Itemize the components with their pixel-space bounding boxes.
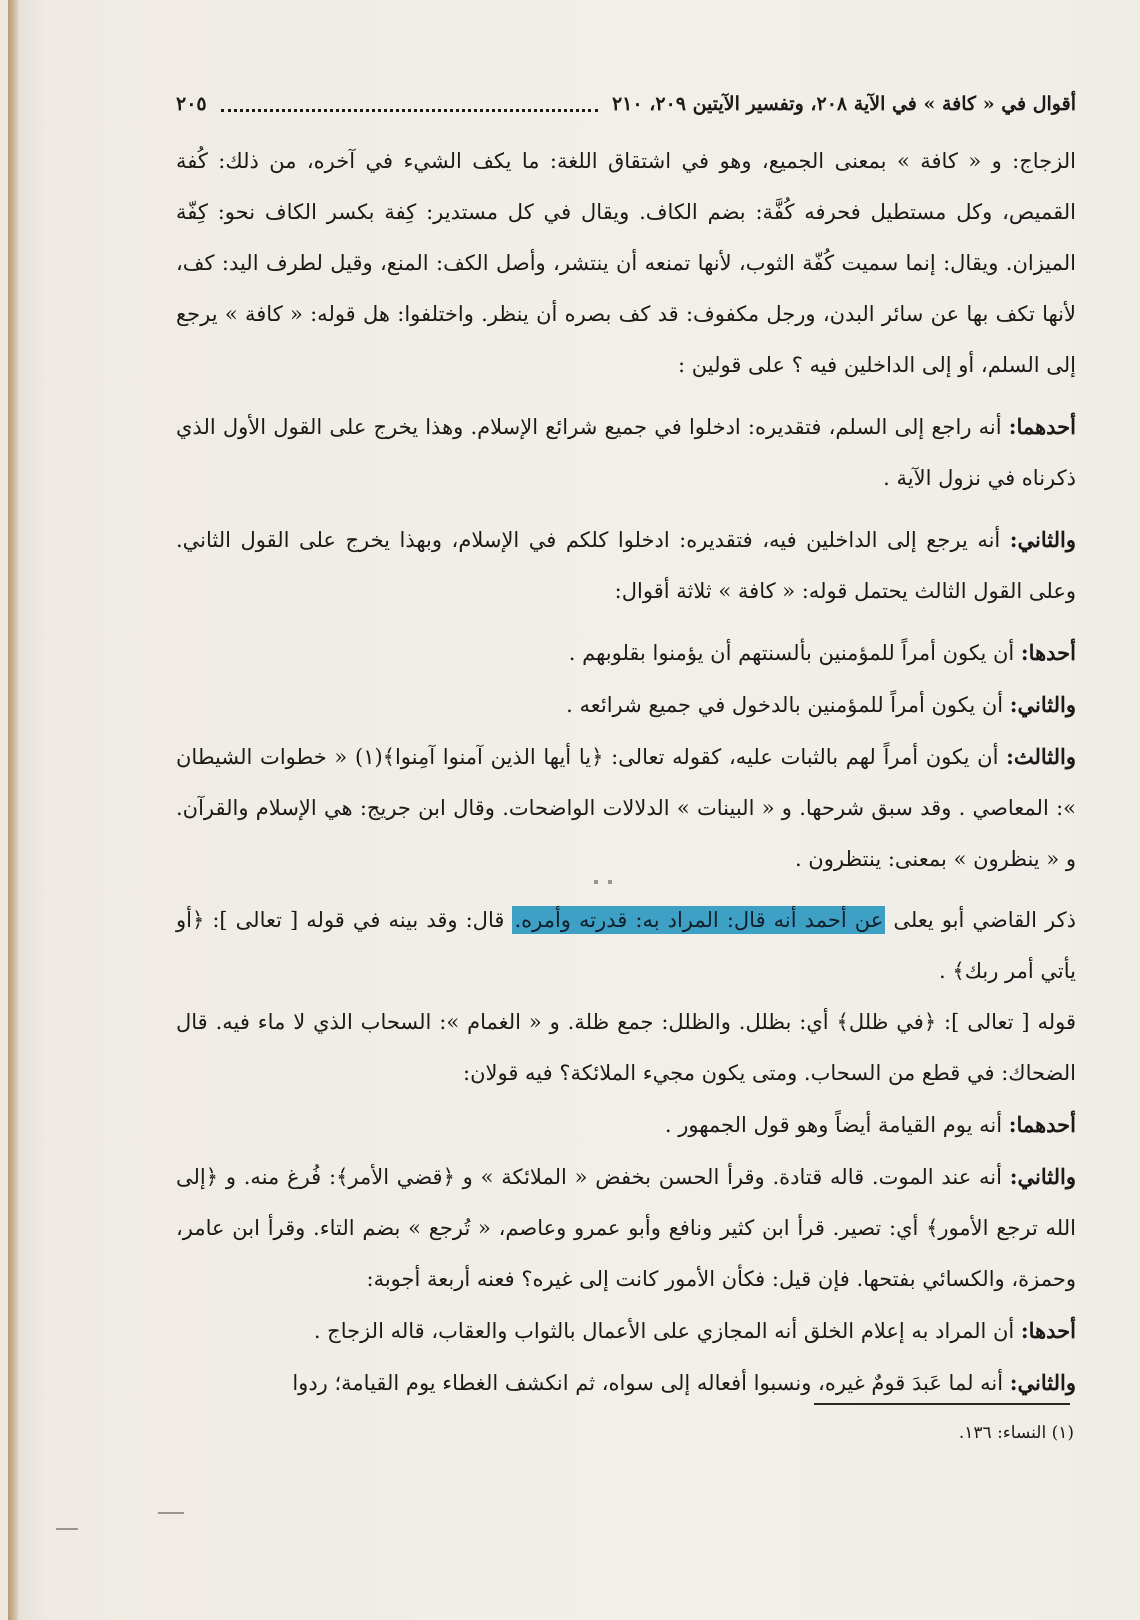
- paragraph-text: أنه راجع إلى السلم، فتقديره: ادخلوا في جميع شرائع الإسلام. وهذا يخرج على القول الأول الذي ذكرناه في نزول الآية .: [176, 415, 1076, 490]
- paragraph: [176, 997, 1076, 1099]
- paragraph-lead: أحدهما:: [1008, 1112, 1076, 1137]
- paragraph: [176, 514, 1076, 617]
- paragraph-lead: أحدها:: [1020, 1318, 1076, 1343]
- paragraph-text: أنه عند الموت. قاله قتادة. وقرأ الحسن بخفض « الملائكة » و ﴿قضي الأمر﴾: فُرغ منه. و ﴿إلى الله ترجع الأمور﴾ أي: تصير. قرأ ابن كثير ونافع وأبو عمرو وعاصم، « تُرجع » بضم التاء. وقرأ ابن عامر، وحمزة، والكسائي بفتحها. فإن قيل: فكأن الأمور كانت إلى غيره؟ فعنه أربعة أجوبة:: [176, 1165, 1076, 1291]
- paragraph-lead: والثالث:: [1006, 744, 1077, 769]
- paragraph: [176, 731, 1076, 885]
- paragraph-text: أنه يوم القيامة أيضاً وهو قول الجمهور .: [664, 1113, 1009, 1137]
- running-header: [176, 86, 1076, 122]
- paragraph: [176, 1151, 1076, 1305]
- paragraph-lead: أحدهما:: [1008, 414, 1076, 439]
- book-page: [8, 0, 1140, 1620]
- scan-speck: [608, 880, 612, 884]
- highlighted-selection[interactable]: عن أحمد أنه قال: المراد به: قدرته وأمره.: [514, 908, 884, 932]
- header-dot-leader: [221, 97, 598, 112]
- paragraph-text: أن يكون أمراً لهم بالثبات عليه، كقوله تعالى: ﴿يا أيها الذين آمنوا آمِنوا﴾(١) « خطوات الشيطان »: المعاصي . وقد سبق شرحها. و « البينات » الدلالات الواضحات. وقال ابن جريج: هي الإسلام والقرآن. و « ينظرون » بمعنى: ينتظرون .: [176, 745, 1076, 871]
- paragraph: [176, 627, 1076, 679]
- paragraph: [176, 1357, 1076, 1409]
- paragraph-text: قال: وقد بينه في قوله [ تعالى ]: ﴿أو يأتي أمر ربك﴾ .: [176, 908, 1076, 983]
- paragraph-lead: والثاني:: [1009, 1164, 1076, 1189]
- scan-speck: [56, 1528, 78, 1530]
- page-binding-edge: [8, 0, 18, 1620]
- paragraph: [176, 136, 1076, 391]
- paragraph: [176, 679, 1076, 731]
- paragraph: [176, 1099, 1076, 1151]
- page-content: [176, 86, 1076, 1409]
- paragraph: [176, 401, 1076, 504]
- paragraph-text: أنه يرجع إلى الداخلين فيه، فتقديره: ادخلوا كلكم في الإسلام، وبهذا يخرج على القول الثاني. وعلى القول الثالث يحتمل قوله: « كافة » ثلاثة أقوال:: [176, 528, 1076, 603]
- paragraph-lead: والثاني:: [1009, 527, 1076, 552]
- paragraph-text: قوله [ تعالى ]: ﴿في ظلل﴾ أي: بظلل. والظلل: جمع ظلة. و « الغمام »: السحاب الذي لا ماء فيه. قال الضحاك: في قطع من السحاب. ومتى يكون مجيء الملائكة؟ فيه قولان:: [176, 1010, 1076, 1085]
- paragraph-text: أن يكون أمراً للمؤمنين بالدخول في جميع شرائعه .: [566, 693, 1010, 717]
- header-title: أقوال في « كافة » في الآية ٢٠٨، وتفسير الآيتين ٢٠٩، ٢١٠: [611, 93, 1076, 115]
- paragraph-text: أنه لما عَبدَ قومٌ غيره، ونسبوا أفعاله إلى سواه، ثم انكشف الغطاء يوم القيامة؛ ردوا: [292, 1371, 1010, 1395]
- paragraph-text: الزجاج: و « كافة » بمعنى الجميع، وهو في اشتقاق اللغة: ما يكف الشيء في آخره، من ذلك: كُفة القميص، وكل مستطيل فحرفه كُفَّة: بضم الكاف. ويقال في كل مستدير: كِفة بكسر الكاف نحو: كِفّة الميزان. ويقال: إنما سميت كُفّة الثوب، لأنها تمنعه أن ينتشر، وأصل الكف: المنع، وقيل لطرف اليد: كف، لأنها تكف بها عن سائر البدن، ورجل مكفوف: قد كف بصره أن ينظر. واختلفوا: هل قوله: « كافة » يرجع إلى السلم، أو إلى الداخلين فيه ؟ على قولين :: [176, 149, 1076, 377]
- footnote-separator: [814, 1403, 1070, 1405]
- scan-speck: [158, 1512, 184, 1514]
- paragraph-lead: والثاني:: [1009, 692, 1076, 717]
- paragraph-lead: والثاني:: [1009, 1370, 1076, 1395]
- page-number: ٢٠٥: [176, 93, 207, 115]
- paragraph-text: ذكر القاضي أبو يعلى: [885, 908, 1076, 932]
- paragraph-text: أن يكون أمراً للمؤمنين بألسنتهم أن يؤمنوا بقلوبهم .: [568, 641, 1021, 665]
- footnote: (١) النساء: ١٣٦.: [958, 1423, 1074, 1443]
- paragraph-lead: أحدها:: [1020, 640, 1076, 665]
- paragraph-text: أن المراد به إعلام الخلق أنه المجازي على الأعمال بالثواب والعقاب، قاله الزجاج .: [313, 1319, 1021, 1343]
- scan-speck: [594, 880, 598, 884]
- paragraph: [176, 895, 1076, 997]
- paragraph: [176, 1305, 1076, 1357]
